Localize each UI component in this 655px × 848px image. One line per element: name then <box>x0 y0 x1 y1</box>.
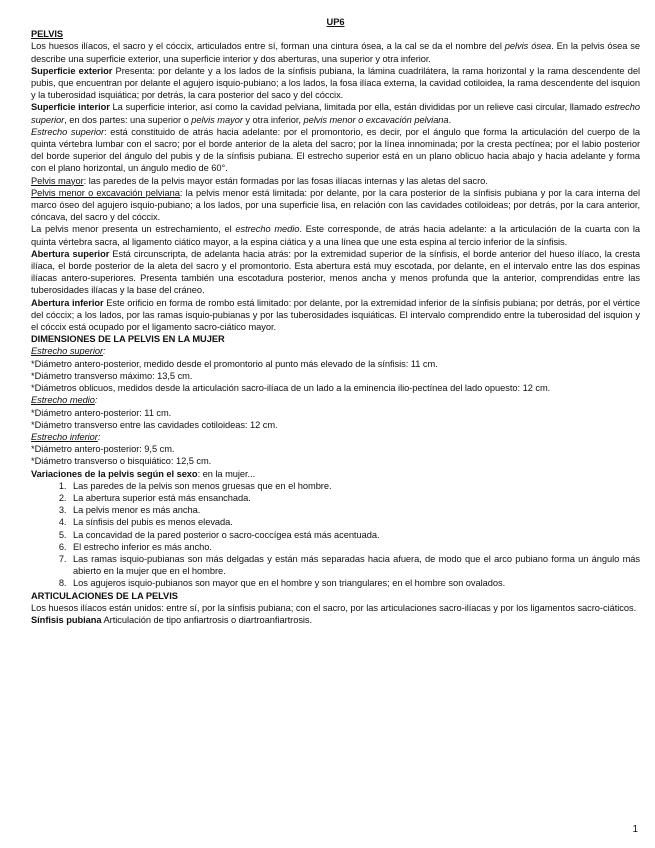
list-item: 8. Los agujeros isquio-pubianos son mayor que en el hombre y son triangulares; en el hombre son ovalados. <box>69 577 640 589</box>
paragraph-articulaciones: Los huesos ilíacos están unidos: entre sí, por la sínfisis pubiana; con el sacro, por las articulaciones sacro-ilíacas y por los ligamentos sacro-ciáticos. <box>31 602 637 613</box>
paragraph-pelvis-menor: Pelvis menor o excavación pelviana: la pelvis menor está limitada: por delante, por la cara posterior de la sínfisis pubiana y por la cara interna del marco óseo del agujero isquio-pubiano; a los lados, por una superficie lisa, en relación con las cavidades cotiloideas; por detrás, por la cara anterior, cóncava, del sacro y del cóccix. <box>31 187 640 223</box>
list-item: 3. La pelvis menor es más ancha. <box>69 504 640 516</box>
paragraph-estrecho-superior: Estrecho superior: está constituido de atrás hacia adelante: por el promontorio, es decir, por el ángulo que forma la articulación del cuerpo de la quinta vértebra lumbar con el sacro; por el borde anterior de la aleta del sacro; por la línea innominada; por la cresta pectínea; por el labio posterior del borde superior del ángulo del pubis y de la sínfisis pubiana. El estrecho superior está en un plano oblicuo hacia abajo y hacia adelante y forma con el plano horizontal, un ángulo medio de 60°. <box>31 126 640 174</box>
list-item: 5. La concavidad de la pared posterior o sacro-coccígea está más acentuada. <box>69 529 640 541</box>
subheading-estrecho-medio: Estrecho medio: <box>31 395 98 406</box>
list-item: *Diámetro antero-posterior: 9,5 cm. <box>31 444 175 455</box>
paragraph-superficie-exterior: Superficie exterior Presenta: por delante y a los lados de la sínfisis pubiana, la lámina cuadrilátera, la rama horizontal y la rama descendente del pubis, que encuentran por delante el agujero isquio-pubiano; a los lados, la fosa ilíaca externa, la cavidad cotiloidea, la rama descendente del isquion y la tuberosidad isquiática; por detrás, la cara posterior del saco y del cóccix. <box>31 65 640 101</box>
list-item: 6. El estrecho inferior es más ancho. <box>69 541 640 553</box>
list-item: *Diámetro transverso o bisquiático: 12,5 cm. <box>31 456 212 467</box>
list-item: *Diámetros oblicuos, medidos desde la articulación sacro-ilíaca de un lado a la eminencia ilio-pectínea del lado opuesto: 12 cm. <box>31 383 551 394</box>
paragraph-abertura-superior: Abertura superior Está circunscripta, de adelanta hacia atrás: por la extremidad superior de la sínfisis, el borde anterior del hueso ilíaco, la cresta ilíaca, el borde posterior de la aleta del sacro y el promontorio. Esta abertura está muy escotada, por delante, en el intervalo entre las dos espinas ilíacas antero-superiores. Presenta también una escotadura posterior, menos ancha y menos profunda que la anterior, comprendidas entre las tuberosidades ilíacas y la base del cráneo. <box>31 248 640 296</box>
list-item: *Diámetro antero-posterior: 11 cm. <box>31 407 172 418</box>
section-heading-articulaciones: ARTICULACIONES DE LA PELVIS <box>31 590 178 601</box>
paragraph-estrecho-medio: La pelvis menor presenta un estrechamiento, el estrecho medio. Este corresponde, de atrás hacia adelante: a la articulación de la cuarta con la quinta vértebra sacra, al ligamento ciático mayor, a la espina ciática y a una línea que une esta espina al tercio inferior de la sínfisis. <box>31 224 640 247</box>
document-title: UP6 <box>326 17 345 27</box>
paragraph-superficie-interior: Superficie interior La superficie interior, así como la cavidad pelviana, limitada por ella, están divididas por un relieve casi circular, llamado estrecho superior, en dos partes: una superior o pelvis mayor y otra inferior, pelvis menor o excavación pelviana. <box>31 102 640 125</box>
paragraph-pelvis-mayor: Pelvis mayor: las paredes de la pelvis mayor están formadas por las fosas ilíacas internas y las aletas del sacro. <box>31 175 488 186</box>
subheading-estrecho-inferior: Estrecho inferior: <box>31 431 101 442</box>
page-number: 1 <box>632 824 638 835</box>
paragraph-abertura-inferior: Abertura inferior Este orificio en forma de rombo está limitado: por delante, por la extremidad inferior de la sínfisis pubiana; por detrás, por el vértice del cóccix; a los lados, por las ramas isquio-pubianas y por las tuberosidades isquiáticas. El intervalo comprendido entre la tuberosidad del isquion y el cóccix está ocupado por el ligamento sacro-ciático mayor. <box>31 297 640 333</box>
subheading-estrecho-superior: Estrecho superior: <box>31 346 106 357</box>
document-page <box>31 16 640 626</box>
list-item: 7. Las ramas isquio-pubianas son más delgadas y están más separadas hacia afuera, de modo que el arco pubiano forma un ángulo más abierto en la mujer que en el hombre. <box>69 553 640 577</box>
variations-list <box>31 480 640 590</box>
list-item: 2. La abertura superior está más ensanchada. <box>69 492 640 504</box>
paragraph-pelvis-intro: Los huesos ilíacos, el sacro y el cóccix, articulados entre sí, forman una cintura ósea, a la cal se da el nombre del pelvis ósea. En la pelvis ósea se describe una superficie exterior, una superficie interior y dos aberturas, una superior y otra inferior. <box>31 41 640 64</box>
paragraph-sinfisis-pubiana: Sínfisis pubiana Articulación de tipo anfiartrosis o diartroanfiartrosis. <box>31 614 313 625</box>
list-item: *Diámetro antero-posterior, medido desde el promontorio al punto más elevado de la sínfisis: 11 cm. <box>31 358 438 369</box>
list-item: 1. Las paredes de la pelvis son menos gruesas que en el hombre. <box>69 480 640 492</box>
section-heading-pelvis: PELVIS <box>31 29 64 40</box>
list-item: 4. La sínfisis del pubis es menos elevada. <box>69 516 640 528</box>
subheading-variaciones: Variaciones de la pelvis según el sexo: en la mujer... <box>31 468 256 479</box>
list-item: *Diámetro transverso máximo: 13,5 cm. <box>31 370 193 381</box>
list-item: *Diámetro transverso entre las cavidades cotiloideas: 12 cm. <box>31 419 278 430</box>
section-heading-dimensiones: DIMENSIONES DE LA PELVIS EN LA MUJER <box>31 334 225 345</box>
